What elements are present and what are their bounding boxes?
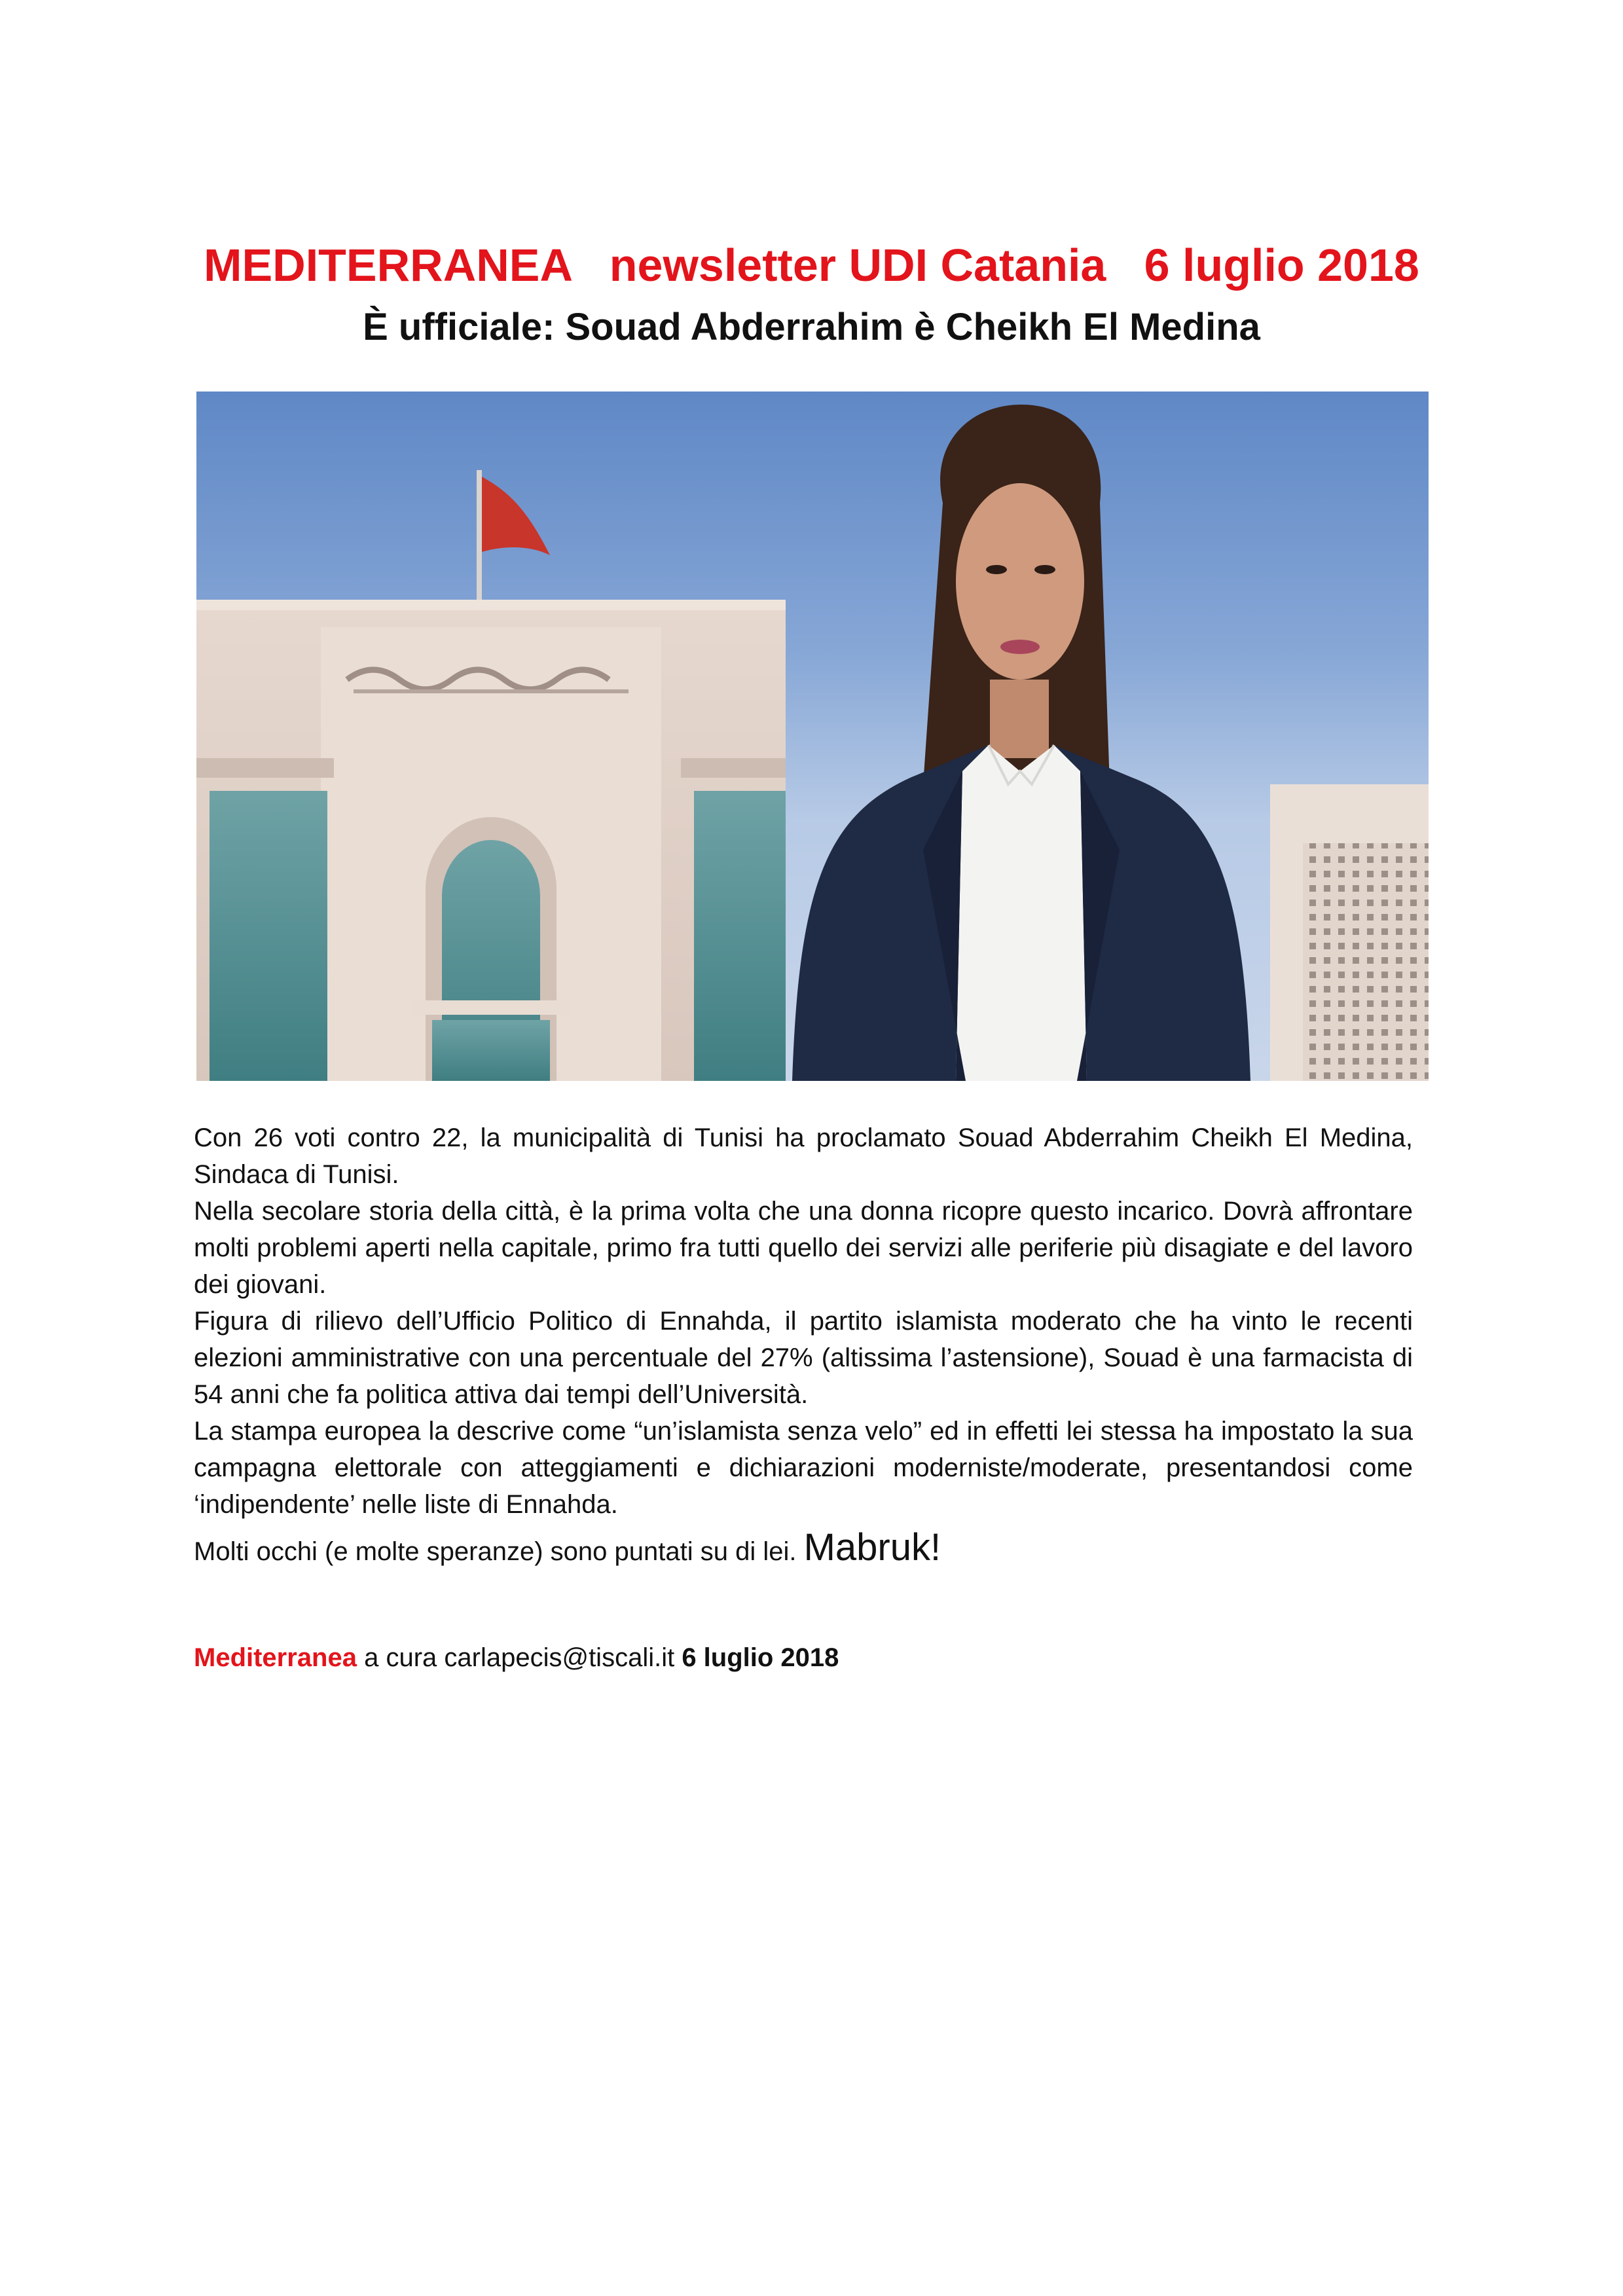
closing-line [194,1526,1413,1570]
article-paragraph: Con 26 voti contro 22, la municipalità di Tunisi ha proclamato Souad Abderrahim Cheikh El Medina, Sindaca di Tunisi. [194,1123,1413,1189]
footer-contact: a cura carlapecis@tiscali.it [356,1643,682,1672]
article-headline: È ufficiale: Souad Abderrahim è Cheikh El Medina [363,306,1260,348]
newsletter-title: MEDITERRANEA newsletter UDI Catania 6 luglio 2018 [204,240,1419,291]
closing-text: Molti occhi (e molte speranze) sono puntati su di lei. [194,1537,804,1566]
footer-brand: Mediterranea [194,1643,357,1672]
article-paragraph: Nella secolare storia della città, è la prima volta che una donna ricopre questo incarico. Dovrà affrontare molti problemi aperti nella capitale, primo fra tutti quello dei servizi alle periferie più disagiate e del lavoro dei giovani. [194,1197,1413,1299]
article-body [194,1120,1413,1570]
article-photo [196,392,1429,1081]
article-paragraph: Figura di rilievo dell’Ufficio Politico di Ennahda, il partito islamista moderato che ha vinto le recenti elezioni amministrative con una percentuale del 27% (altissima l’astensione), Souad è una farmacista di 54 anni che fa politica attiva dai tempi dell’Università. [194,1307,1413,1409]
footer-date: 6 luglio 2018 [682,1643,839,1672]
article-paragraph: La stampa europea la descrive come “un’islamista senza velo” ed in effetti lei stessa ha impostato la sua campagna elettorale con atteggiamenti e dichiarazioni moderniste/moderate, presentandosi come ‘indipendente’ nelle liste di Ennahda. [194,1417,1413,1519]
closing-emphasis: Mabruk! [803,1526,941,1569]
footer-credit [194,1639,839,1676]
